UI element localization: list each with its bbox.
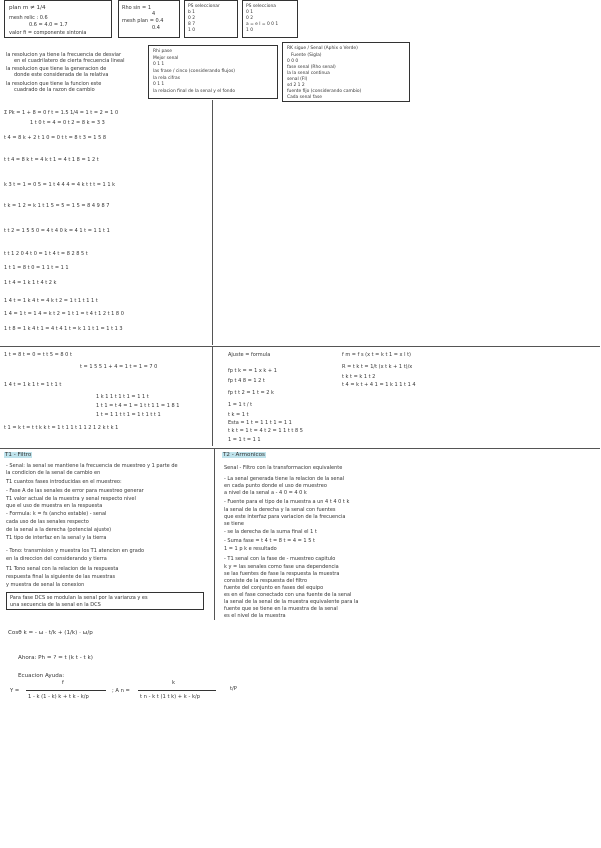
box3-line-4: 8 7	[188, 22, 195, 27]
right-body-5: - Fuente para el tipo de la muestra a un 4 t 4 0 t k	[224, 499, 350, 505]
left-body-6: que el uso de muestra en la respuesta	[6, 503, 103, 509]
left-body-3: T1 cuantos fases introducidas en el muestreo:	[6, 479, 122, 485]
right-body-10: - Suma fase = t 4 t = 8 t = 4 = 1 5 t	[224, 538, 315, 544]
mid-box-line-5: la rela cifras	[153, 76, 180, 81]
mid-right-9: 1 = 1 t = 1 1	[228, 437, 261, 443]
box3-line-5: 1 0	[188, 28, 195, 33]
mid-box-line-4: las frase / cinco (considerando flujos)	[153, 69, 236, 74]
left-body-10: T1 tipo de interfaz en la senal y la tierra	[6, 535, 107, 541]
left-note-6: cuadrado de la razon de cambio	[14, 87, 95, 93]
right-body-3: en cada punto donde el uso de muestreo	[224, 483, 327, 489]
bottom-eq-2: Ahora: Ph = ? = t (k t - t k)	[18, 655, 93, 661]
left-body-5: T1 valor actual de la muestra y senal respecto nivel	[6, 496, 136, 502]
mid-box-line-2: Mejor senal	[153, 56, 179, 61]
section-title-filter-text: T1 - Filtro	[5, 452, 32, 458]
right-body-16: fuente del conjunto en fases del equipo	[224, 585, 324, 591]
eq-line-4: t t 4 = 8 k t = 4 k t 1 = 4 t 1 8 = 1 2 t	[4, 157, 99, 163]
mid-right-6: t k = 1 t	[228, 412, 249, 418]
eq-line-5: k 3 t = 1 = 0 5 = 1 t 4 4 4 = 4 k t t t = 1 1 k	[4, 182, 115, 188]
left-note-3: la resolucion que tiene la generacion de	[6, 66, 107, 72]
box1-line-4: valor fi = componente sintonia	[9, 30, 87, 36]
right-box-line-3: 0 0 0	[287, 59, 299, 64]
left-body-15: y muestra de senal la conexion	[6, 582, 85, 588]
left-body-9: de la senal a la derecha (potencial ajuste)	[6, 527, 112, 533]
mid-right-7: Esta = 1 t = 1 1 t 1 = 1 1	[228, 420, 292, 426]
box4-line-4: a = e l = 0 0 1	[246, 22, 279, 27]
mid-box-line-3: 0 1 1	[153, 62, 165, 67]
right-body-17: es en el fase conectado con una fuente de la senal	[224, 592, 352, 598]
eq-line-7: t t 2 = 1 5 5 0 = 4 t 4 0 k = 4 1 t = 1 1 t 1	[4, 228, 110, 234]
section-title-harmonics	[222, 452, 266, 459]
far-right-3: t k t = k 1 t 2	[342, 374, 376, 380]
mid-right-1: Ajuste = formula	[228, 352, 271, 358]
left-body-8: cada uso de las senales respecto	[6, 519, 89, 525]
mid-left-3: 1 4 t = 1 k 1 t = 1 t 1 t	[4, 382, 62, 388]
eq-line-13: 1 t 8 = 1 k 4 t 1 = 4 t 4 1 t = k 1 1 t 1 = 1 t 1 3	[4, 326, 123, 332]
eq-line-6: t k = 1 2 = k 1 t 1 5 = 5 = 1 5 = 8 4 9 8 7	[4, 203, 110, 209]
left-boxed-note-2: una secuencia de la senal en la DCS	[10, 602, 101, 608]
mid-right-5: 1 = 1 t / t	[228, 402, 253, 408]
eq-line-11: 1 4 t = 1 k 4 t = 4 k t 2 = 1 t 1 t 1 1 t	[4, 298, 98, 304]
left-boxed-note	[6, 592, 204, 610]
left-body-14: respuesta final la siguiente de las muestras	[6, 574, 116, 580]
top-box-4	[242, 0, 298, 38]
right-body-11: 1 = 1 p k e resultado	[224, 546, 277, 552]
mid-left-6: 1 t = 1 1 t t 1 = 1 t 1 t t 1	[96, 412, 161, 418]
mid-box-line-6: 0 1 1	[153, 82, 165, 87]
left-note-5: la resolucion que tiene la funcion este	[6, 81, 102, 87]
top-box-1	[4, 0, 112, 38]
mid-right-8: t k t = 1 t = 4 t 2 = 1 1 t t 8 5	[228, 428, 303, 434]
box2-line-3: mesh plan = 0.4	[122, 18, 164, 24]
right-body-15: consiste de la respuesta del filtro	[224, 578, 308, 584]
mid-left-7: t 1 = k t = t t k k t = 1 t 1 1 t 1 1 2 1 2 k t k 1	[4, 425, 119, 431]
mid-box	[148, 45, 278, 99]
mid-right-3: fp t 4 8 = 1 2 t	[228, 378, 265, 384]
bottom-eq3-lhs: Y =	[10, 688, 20, 694]
mid-left-5: 1 t 1 = t 4 = 1 = 1 t t 1 1 = 1 8 1	[96, 403, 180, 409]
mid-left-1: 1 t = 8 t = 0 = t t 5 = 8 0 t	[4, 352, 72, 358]
eq-line-10: 1 t 4 = 1 k 1 t 4 t 2 k	[4, 280, 57, 286]
right-box	[282, 42, 410, 102]
right-box-line-1: RK sigue / Senal (Aphix o Verde)	[287, 46, 358, 51]
left-body-7: - Formula: k = fs (ancho estable) - senal	[6, 511, 107, 517]
bottom-eq3-tail: t/P	[230, 686, 237, 692]
right-body-7: que este interfaz para variacion de la frecuencia	[224, 514, 346, 520]
eq-line-9: 1 t 1 = 8 t 0 = 1 1 t = 1 1	[4, 265, 69, 271]
left-body-1: - Senal: la senal se mantiene la frecuencia de muestreo y 1 parte de	[6, 463, 178, 469]
left-note-2: en el cuadrilatero de cierta frecuencia lineal	[14, 58, 125, 64]
right-body-12: - T1 senal con la fase de - muestreo capitulo	[224, 556, 336, 562]
divider-horizontal-mid	[0, 346, 600, 347]
divider-vertical-upper	[212, 100, 213, 345]
box3-line-2: b 1	[188, 10, 195, 15]
right-body-19: fuente que se tiene en la muestra de la senal	[224, 606, 338, 612]
box3-line-1: PS seleccionar	[188, 4, 220, 9]
bottom-eq3-mid: ; A n =	[112, 688, 130, 694]
bottom-eq-1: Cosθ k = - ω · t/k + (1/k) · ω/p	[8, 630, 93, 636]
box1-line-2: mesh relic : 0.6	[9, 15, 48, 21]
right-body-8: se tiene	[224, 521, 244, 527]
right-box-line-8: fuente fijo (considerando cambio)	[287, 89, 362, 94]
box3-line-3: 0 2	[188, 16, 195, 21]
mid-box-line-7: la relacion final de la senal y el fondo	[153, 89, 236, 94]
right-box-line-7: sd 2 1 2	[287, 83, 305, 88]
divider-vertical-lower	[214, 448, 215, 620]
right-body-13: k y = las senales como fase una dependencia	[224, 564, 339, 570]
bottom-eq3-fraction-bar	[26, 690, 106, 691]
bottom-eq3-den: 1 - k (1 - k) k + t k - k/p	[28, 694, 89, 700]
eq-line-8: t t 1 2 0 4 t 0 = 1 t 4 t = 8 2 8 5 t	[4, 251, 88, 257]
far-right-2: R = t k t = 1/t (x t k + 1 t)/x	[342, 364, 413, 370]
right-body-9: - se la derecha de la suma final el 1 t	[224, 529, 317, 535]
right-box-line-4: fase senal (Rho senal)	[287, 65, 336, 70]
eq-line-3: t 4 = 8 k + 2 t 1 0 = 0 t t = 8 t 3 = 1 5 8	[4, 135, 107, 141]
mid-left-2: t = 1 5 5 1 + 4 = 1 t = 1 = 7 0	[80, 364, 158, 370]
left-body-4: - Fase A de las senales de error para muestreo generar	[6, 488, 144, 494]
right-body-14: se las fuentes de fase la respuesta la muestra	[224, 571, 340, 577]
left-note-4: donde este considerada de la relativa	[14, 72, 109, 78]
box2-line-1: Rho sin = 1	[122, 5, 152, 11]
left-body-2: la condicion de la senal de cambio en	[6, 470, 101, 476]
right-body-4: a nivel de la senal a - 4 0 = 4 0 k	[224, 490, 307, 496]
box1-line-1: plan m ≠ 1/4	[9, 5, 46, 11]
bottom-eq3-den2: t n - k t (1 t k) + k - k/p	[140, 694, 201, 700]
box2-line-2: 4	[152, 11, 156, 17]
bottom-label: Ecuacion Ayuda:	[18, 673, 65, 679]
box2-line-4: 0.4	[152, 25, 160, 31]
box4-line-1: PS selecciona	[246, 4, 276, 9]
far-right-1: f m = f s (x t = k t 1 = x l t)	[342, 352, 411, 358]
right-box-line-2: Fuente (Sigla)	[291, 53, 322, 58]
right-box-line-9: Cada senal fase	[287, 95, 322, 100]
eq-line-12: 1 4 = 1 t = 1 4 = k t 2 = 1 t 1 = t 4 t 1 2 t 1 8 0	[4, 311, 124, 317]
right-body-1: Senal - Filtro con la transformacion equivalente	[224, 465, 343, 471]
right-body-18: la senal de la senal de la muestra equivalente para la	[224, 599, 359, 605]
mid-box-line-1: Rhi pase	[153, 49, 172, 54]
eq-line-2: 1 t 0 t = 4 = 0 t 2 = 8 k = 3 3	[30, 120, 105, 126]
left-body-13: T1 Tono senal con la relacion de la respuesta	[6, 566, 119, 572]
mid-left-4: 1 k 1 1 t 1 t 1 = 1 1 t	[96, 394, 149, 400]
section-title-filter	[4, 452, 32, 459]
mid-right-2: fp t k = = 1 x k + 1	[228, 368, 277, 374]
right-box-line-6: senal (FI)	[287, 77, 308, 82]
right-body-2: - La senal generada tiene la relacion de la senal	[224, 476, 345, 482]
right-box-line-5: la la senal continua	[287, 71, 330, 76]
bottom-eq3-num2: k	[172, 680, 176, 686]
divider-vertical-mid	[212, 346, 213, 446]
box4-line-5: 1 0	[246, 28, 253, 33]
left-body-12: en la direccion del considerando y tierra	[6, 556, 107, 562]
box4-line-3: 0 2	[246, 16, 253, 21]
bottom-eq3-num: f	[62, 680, 64, 686]
divider-horizontal-lower	[0, 448, 600, 449]
box4-line-2: 0 1	[246, 10, 253, 15]
right-body-6: la senal de la derecha y la senal con fuentes	[224, 507, 336, 513]
top-box-2	[118, 0, 180, 38]
bottom-eq3-fraction-bar-2	[138, 690, 216, 691]
top-box-3	[184, 0, 238, 38]
left-note-1: la resolucion ya tiene la frecuencia de desviar	[6, 52, 122, 58]
right-body-20: es el nivel de la muestra	[224, 613, 286, 619]
section-title-harmonics-text: T2 - Armonicos	[223, 452, 265, 458]
left-boxed-note-1: Para fase DCS se modulan la senal por la varianza y es	[10, 595, 148, 601]
eq-line-1: Σ Pk = 1 + 8 = 0 f t = 1.5 1/4 = 1 t = 2 = 1 0	[4, 110, 119, 116]
far-right-4: t 4 = k t + 4 1 = 1 k 1 1 t 1 4	[342, 382, 416, 388]
mid-right-4: fp t t 2 = 1 t = 2 k	[228, 390, 274, 396]
left-body-11: - Tono: transmision y muestra los T1 atencion en grado	[6, 548, 145, 554]
box1-line-3: 0.6 = 4.0 = 1.7	[29, 22, 68, 28]
